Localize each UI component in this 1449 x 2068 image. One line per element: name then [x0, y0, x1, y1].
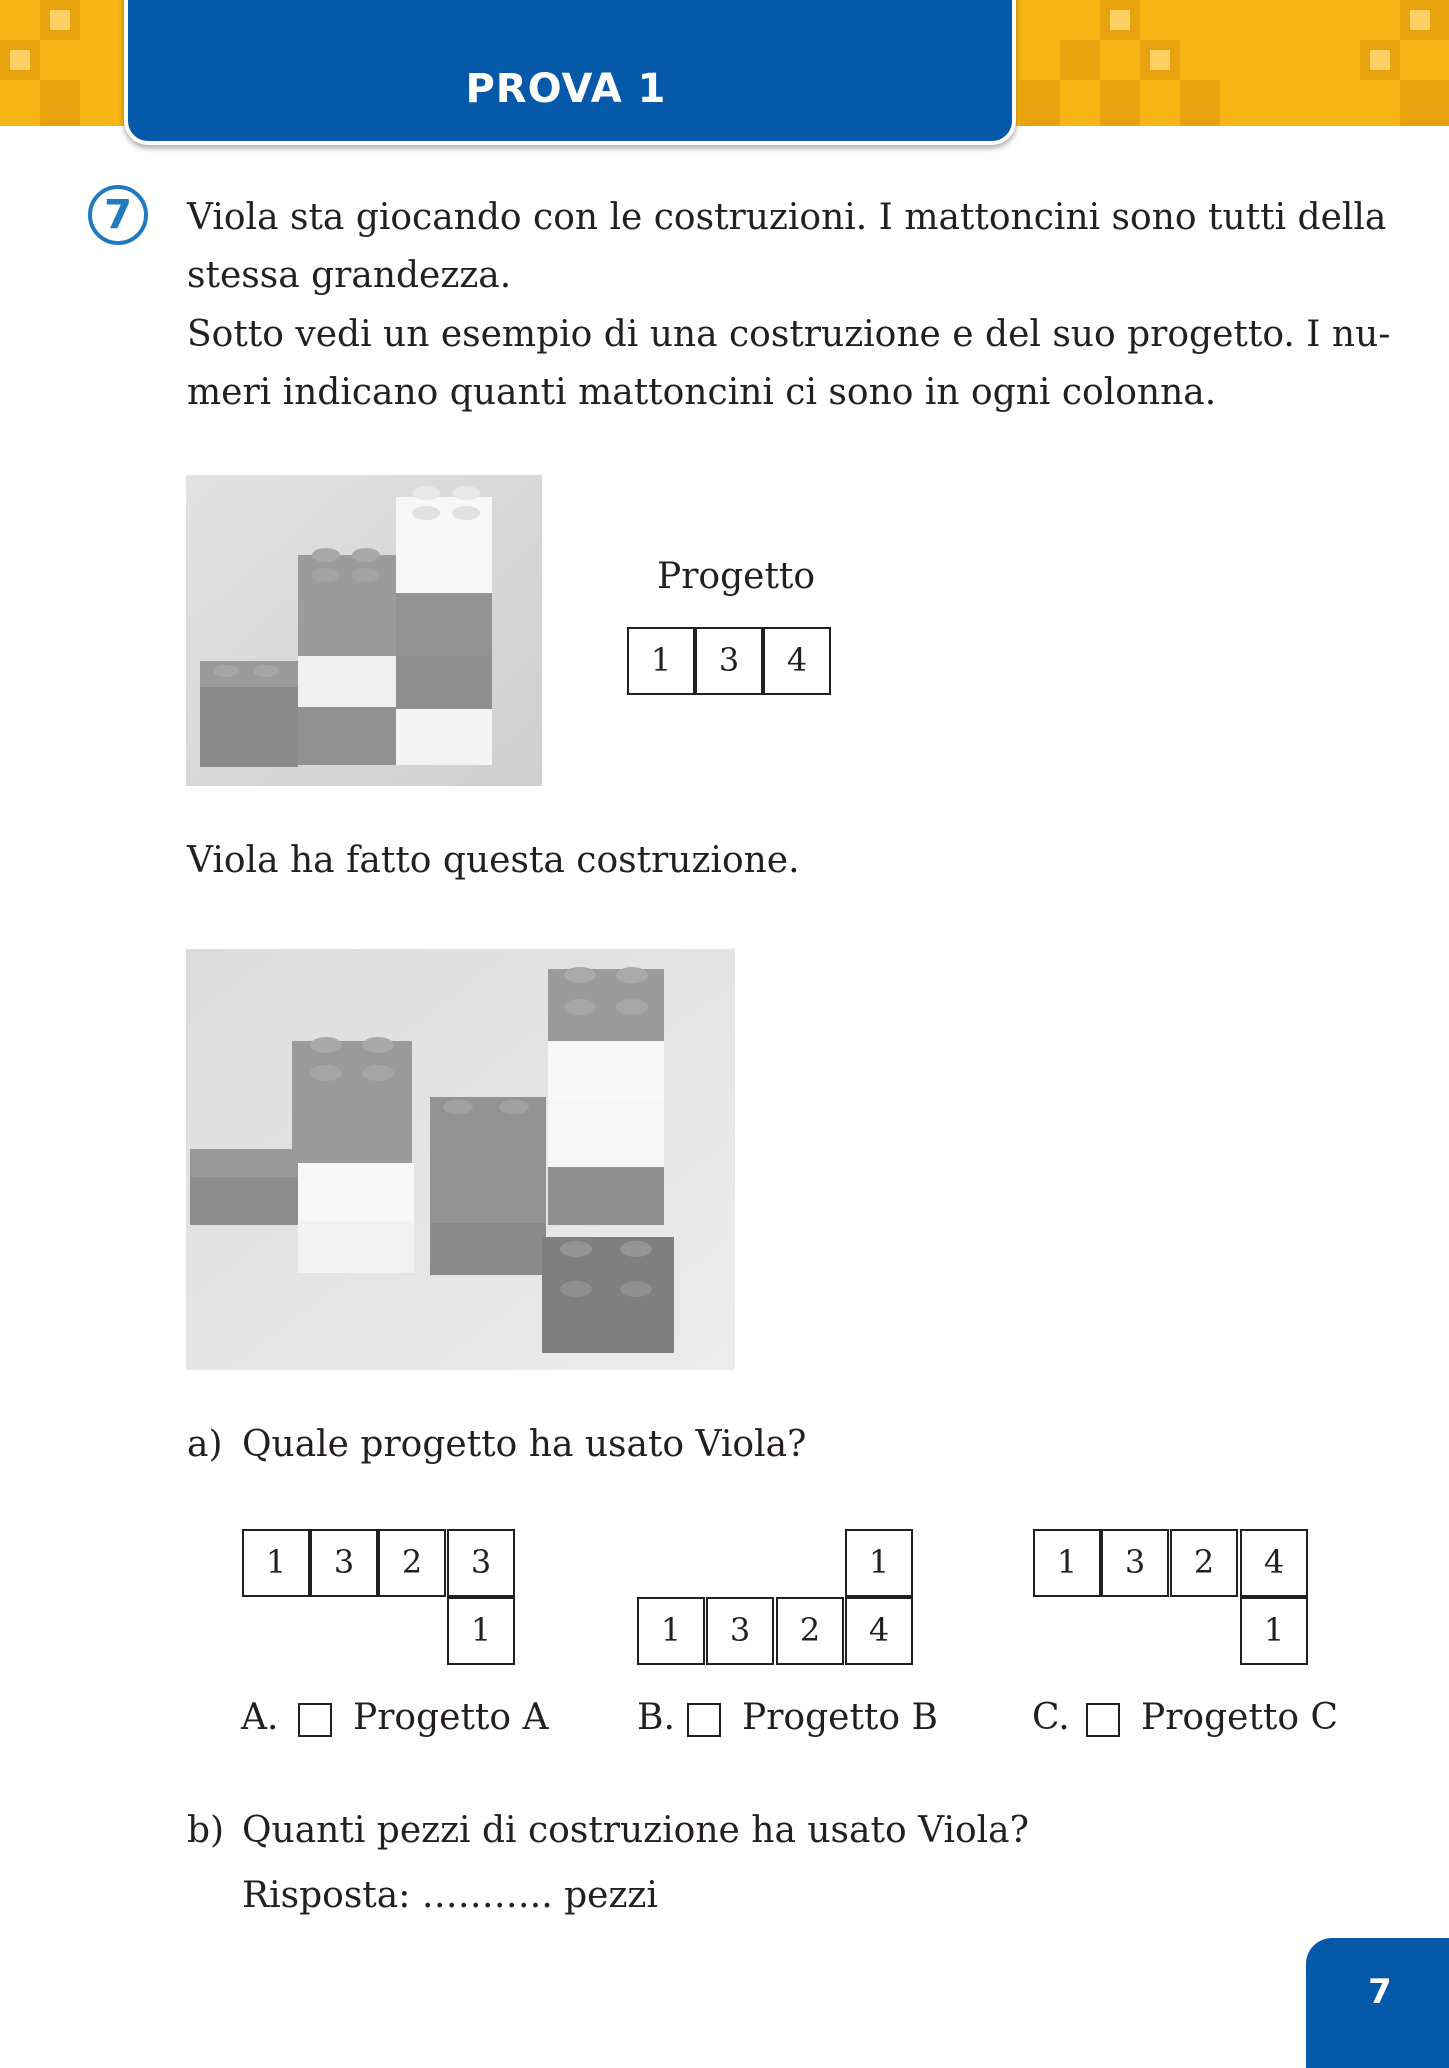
example-bricks-photo: [186, 475, 542, 786]
page-number: 7: [1368, 1972, 1392, 2012]
project-b-cell: 3: [706, 1597, 774, 1665]
option-c-label: Progetto C: [1141, 1697, 1339, 1738]
option-b-letter: B.: [637, 1697, 675, 1738]
example-cell: 4: [763, 627, 831, 695]
construction-text: Viola ha fatto questa costruzione.: [187, 840, 800, 881]
project-a-cell: 1: [242, 1529, 310, 1597]
option-b-checkbox[interactable]: [687, 1703, 721, 1737]
example-cell: 3: [695, 627, 763, 695]
project-c-cell: 1: [1033, 1529, 1101, 1597]
part-a-marker: a): [187, 1424, 223, 1465]
option-a-checkbox[interactable]: [298, 1703, 332, 1737]
intro-line-4: meri indicano quanti mattoncini ci sono in ogni colonna.: [187, 372, 1217, 413]
project-b-cell: 2: [776, 1597, 844, 1665]
intro-line-3: Sotto vedi un esempio di una costruzione e del suo progetto. I nu-: [187, 314, 1391, 355]
intro-line-1: Viola sta giocando con le costruzioni. I mattoncini sono tutti della: [187, 197, 1387, 238]
answer-line: Risposta: ……….. pezzi: [242, 1875, 658, 1916]
intro-line-2: stessa grandezza.: [187, 255, 512, 296]
project-a-cell: 3: [310, 1529, 378, 1597]
page-title: PROVA 1: [465, 66, 667, 112]
project-c-cell: 4: [1240, 1529, 1308, 1597]
option-c-letter: C.: [1032, 1697, 1070, 1738]
part-b-text: Quanti pezzi di costruzione ha usato Viola?: [242, 1810, 1029, 1851]
question-number: 7: [88, 185, 148, 245]
option-a-label: Progetto A: [353, 1697, 549, 1738]
option-b-label: Progetto B: [742, 1697, 938, 1738]
project-c-cell: 1: [1240, 1597, 1308, 1665]
part-b-marker: b): [187, 1810, 225, 1851]
project-a-cell: 3: [447, 1529, 515, 1597]
project-c-cell: 2: [1170, 1529, 1238, 1597]
part-a-text: Quale progetto ha usato Viola?: [242, 1424, 807, 1465]
example-cell: 1: [627, 627, 695, 695]
project-a-cell: 1: [447, 1597, 515, 1665]
project-b-cell: 1: [845, 1529, 913, 1597]
project-a-cell: 2: [378, 1529, 446, 1597]
option-c-checkbox[interactable]: [1086, 1703, 1120, 1737]
viola-construction-photo: [186, 949, 735, 1370]
project-c-cell: 3: [1101, 1529, 1169, 1597]
option-a-letter: A.: [241, 1697, 279, 1738]
project-b-cell: 4: [845, 1597, 913, 1665]
project-b-cell: 1: [637, 1597, 705, 1665]
example-project-label: Progetto: [657, 556, 816, 597]
